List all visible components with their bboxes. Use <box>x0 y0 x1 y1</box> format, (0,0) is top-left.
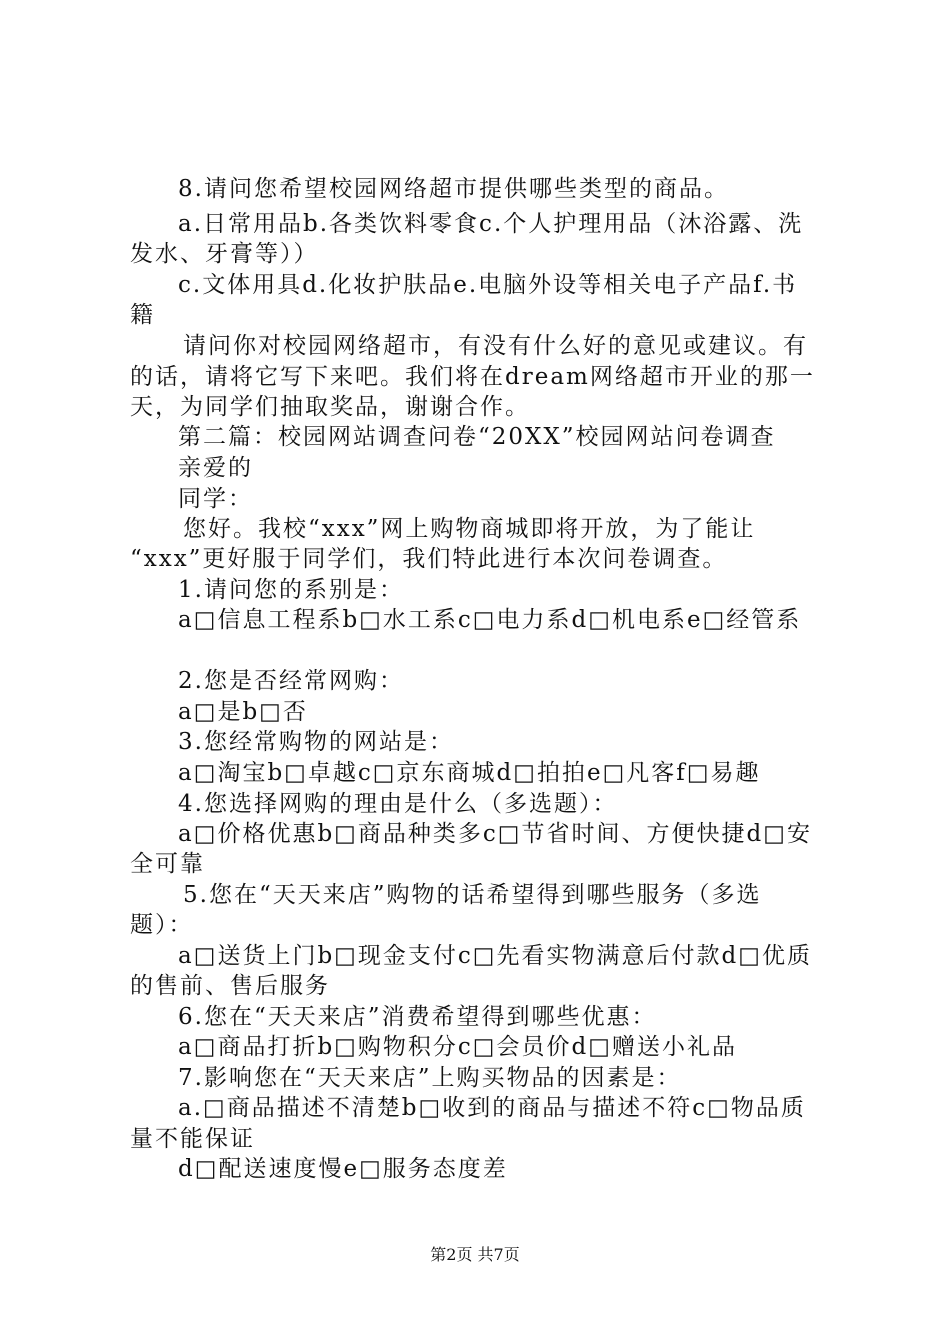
salutation: 亲爱的 <box>178 455 253 481</box>
question-1-options: a□信息工程系b□水工系c□电力系d□机电系e□经管系 <box>178 607 802 633</box>
text-line: 的售前、售后服务 <box>130 973 330 999</box>
text-line: c.文体用具d.化妆护肤品e.电脑外设等相关电子产品f.书 <box>178 272 798 298</box>
question-7: 7.影响您在“天天来店”上购买物品的因素是： <box>178 1065 682 1091</box>
text-line: 籍 <box>130 302 155 328</box>
text-line: 量不能保证 <box>130 1126 255 1152</box>
question-6: 6.您在“天天来店”消费希望得到哪些优惠： <box>178 1004 657 1030</box>
question-4: 4.您选择网购的理由是什么（多选题）： <box>178 791 618 817</box>
question-4-options: a□价格优惠b□商品种类多c□节省时间、方便快捷d□安 <box>178 821 812 847</box>
text-line: 全可靠 <box>130 851 205 877</box>
text-line: 天，为同学们抽取奖品，谢谢合作。 <box>130 394 530 420</box>
section-heading: 第二篇：校园网站调查问卷“20XX”校园网站问卷调查 <box>178 424 776 450</box>
question-1: 1.请问您的系别是： <box>178 577 404 603</box>
text-line: “xxx”更好服于同学们，我们特此进行本次问卷调查。 <box>130 546 728 572</box>
text-line: 题）： <box>130 912 194 938</box>
page-footer: 第2页 共7页 <box>430 1245 520 1264</box>
question-5: 5.您在“天天来店”购物的话希望得到哪些服务（多选 <box>183 882 762 908</box>
question-3: 3.您经常购物的网站是： <box>178 729 454 755</box>
suggestion-paragraph: 请问你对校园网络超市，有没有什么好的意见或建议。有 <box>183 333 808 359</box>
intro-paragraph: 您好。我校“xxx”网上购物商城即将开放，为了能让 <box>183 516 756 542</box>
question-7-options: a.□商品描述不清楚b□收到的商品与描述不符c□物品质 <box>178 1095 806 1121</box>
text-line: d□配送速度慢e□服务态度差 <box>178 1156 508 1182</box>
question-8: 8.请问您希望校园网络超市提供哪些类型的商品。 <box>178 176 729 202</box>
question-6-options: a□商品打折b□购物积分c□会员价d□赠送小礼品 <box>178 1034 737 1060</box>
question-2: 2.您是否经常网购： <box>178 668 404 694</box>
text-line: 的话，请将它写下来吧。我们将在dream网络超市开业的那一 <box>130 364 815 390</box>
question-2-options: a□是b□否 <box>178 699 308 725</box>
text-line: 发水、牙膏等）） <box>130 241 319 267</box>
salutation: 同学： <box>178 486 253 512</box>
text-line: a.日常用品b.各类饮料零食c.个人护理用品（沐浴露、洗 <box>178 211 804 237</box>
question-5-options: a□送货上门b□现金支付c□先看实物满意后付款d□优质 <box>178 943 812 969</box>
question-3-options: a□淘宝b□卓越c□京东商城d□拍拍e□凡客f□易趣 <box>178 760 761 786</box>
